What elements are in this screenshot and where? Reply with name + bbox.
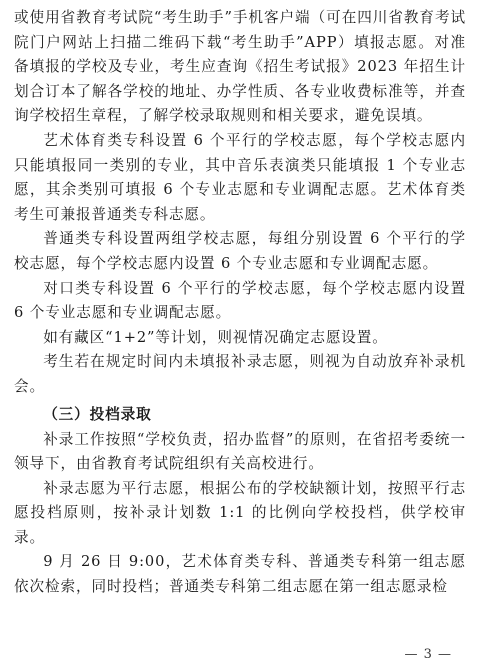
paragraph-vocational-volunteers: 对口类专科设置 6 个平行的学校志愿，每个学校志愿内设置 6 个专业志愿和专业调配志愿。 — [14, 279, 466, 322]
paragraph-general-volunteers: 普通类专科设置两组学校志愿，每组分别设置 6 个平行的学校志愿，每个学校志愿内设置 6 个专业志愿和专业调配志愿。 — [14, 230, 466, 272]
paragraph-art-sports-volunteers: 艺术体育类专科设置 6 个平行的学校志愿，每个学校志愿内只能填报同一类别的专业，其中音乐表演类只能填报 1 个专业志愿，其余类别可填报 6 个专业志愿和专业调配志愿。艺术体育类考生可兼报普通类专科志愿。 — [14, 131, 466, 223]
paragraph-parallel-volunteers: 补录志愿为平行志愿，根据公布的学校缺额计划，按照平行志愿投档原则，按补录计划数 1:1 的比例向学校投档，供学校审录。 — [14, 479, 466, 546]
paragraph-admission-principle: 补录工作按照“学校负责，招办监督”的原则，在省招考委统一领导下，由省教育考试院组织有关高校进行。 — [14, 430, 466, 473]
paragraph-schedule: 9 月 26 日 9:00，艺术体育类专科、普通类专科第一组志愿依次检索，同时投档；普通类专科第二组志愿在第一组志愿录检 — [14, 553, 466, 596]
document-page — [14, 6, 466, 600]
page-number: — 3 — — [404, 647, 452, 662]
paragraph-tibet-plan: 如有藏区“1+2”等计划，则视情况确定志愿设置。 — [43, 328, 388, 346]
paragraph-filing-method: 或使用省教育考试院“考生助手”手机客户端（可在四川省教育考试院门户网站上扫描二维码下载“考生助手”APP）填报志愿。对准备填报的学校及专业，考生应查询《招生考试报》2023 年招生计划合订本了解各学校的地址、办学性质、各专业收费标准等，并查询学校招生章程，了解学校录取规则和相关要求，避免误填。 — [14, 9, 466, 125]
section-heading-admission: （三）投档录取 — [43, 405, 152, 423]
paragraph-abandon-notice: 考生若在规定时间内未填报补录志愿，则视为自动放弃补录机会。 — [14, 353, 466, 395]
